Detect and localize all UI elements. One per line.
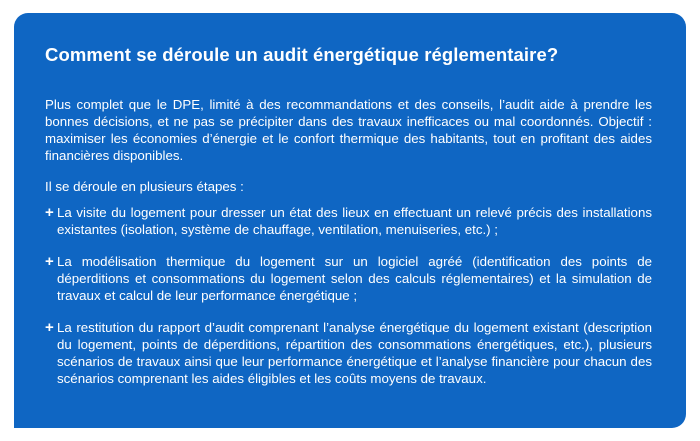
step-text: La modélisation thermique du logement sur un logiciel agréé (identification des points de déperditions et consommations du logement selon des calculs réglementaires) et la simulation de travaux et calcul de leur performance énergétique ;: [57, 254, 652, 303]
step-text: La restitution du rapport d’audit comprenant l’analyse énergétique du logement existant (description du logement, points de déperditions, répartition des consommations énergétiques, etc.), plusieurs scénarios de travaux ainsi que leur performance énergétique et l’analyse financière pour chacun des scénarios comprenant les aides éligibles et les coûts moyens de travaux.: [57, 320, 652, 386]
steps-list: [45, 204, 652, 387]
list-item: [45, 204, 652, 238]
plus-icon: +: [45, 204, 54, 221]
plus-icon: +: [45, 253, 54, 270]
list-item: [45, 319, 652, 387]
list-item: [45, 253, 652, 304]
info-card: [14, 13, 686, 428]
steps-intro: Il se déroule en plusieurs étapes :: [45, 179, 244, 194]
intro-paragraph: Plus complet que le DPE, limité à des recommandations et des conseils, l’audit aide à prendre les bonnes décisions, et ne pas se précipiter dans des travaux inefficaces ou mal coordonnés. Objectif : maximiser les économies d’énergie et le confort thermique des habitants, tout en profitant des aides financières disponibles.: [45, 97, 652, 163]
card-title: Comment se déroule un audit énergétique réglementaire?: [45, 44, 559, 65]
step-text: La visite du logement pour dresser un état des lieux en effectuant un relevé précis des installations existantes (isolation, système de chauffage, ventilation, menuiseries, etc.) ;: [57, 205, 652, 237]
plus-icon: +: [45, 319, 54, 336]
